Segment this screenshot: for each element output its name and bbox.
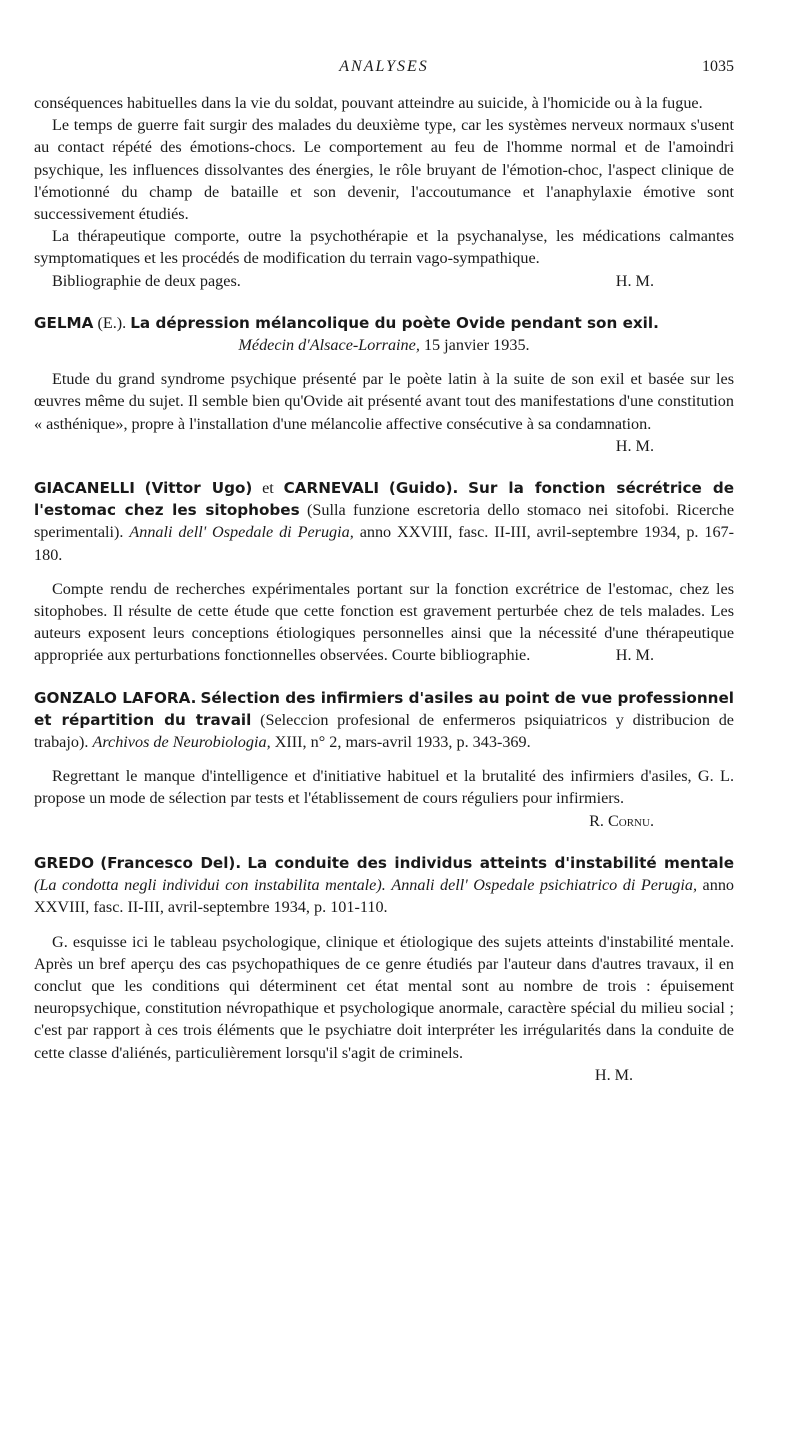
entry-body: G. esquisse ici le tableau psychologique, clinique et étiologique des sujets atteints d'instabilité mentale. Après un bref aperçu des cas psychopathiques de ce genre étudiés par l'auteur dans d'autres travaux, il en conclut que les conditions qui déterminent cet état mental sont au nombre de trois : épuisement neuropsychique, constitution névropathique et psychologique anormale, caractère spécial du milieu social ; c'est par rapport à ces trois éléments que le psychiatre doit interpréter les irrégularités dans la conduite de cette classe d'aliénés, particulièrement lorsqu'il s'agit de criminels. [34, 932, 734, 1062]
intro-continuation [34, 92, 734, 292]
entry-reference: anno XXVIII, fasc. II-III, avril-septembre 1934, p. 101-110. [34, 876, 735, 917]
entry-title: Sélection des infirmiers d'asiles au point de vue professionnel et répartition du travail [34, 688, 734, 729]
entry-reference: XIII, n° 2, mars-avril 1933, p. 343-369. [274, 733, 531, 752]
entry-signature: R. Cornu. [589, 811, 654, 830]
entry-journal: Médecin d'Alsace-Lorraine, [238, 336, 420, 355]
page [0, 58, 800, 1450]
entry-signature: H. M. [615, 646, 654, 665]
entry-journal: Annali dell' Ospedale psichiatrico di Perugia, [391, 876, 698, 895]
intro-paragraph: Le temps de guerre fait surgir des malades du deuxième type, car les systèmes nerveux normaux s'usent au contact répété des émotions-chocs. Le comportement au feu de l'homme normal et de l'amoindri psychique, les influences dissolvantes des énergies, le rôle bruyant de l'émotion-choc, l'aspect clinique de l'émotionné du champ de bataille et son devenir, l'accoutumance et l'anaphylaxie émotive sont successivement étudiés. [34, 116, 734, 224]
entry-author: GREDO [34, 853, 95, 872]
entry-heading [34, 687, 734, 754]
entry-signature-line [34, 1064, 734, 1086]
entry-author-2-detail: (Guido). [388, 479, 459, 498]
entry-heading [34, 852, 734, 919]
entry-reference: 15 janvier 1935. [423, 336, 530, 355]
entry-author: GONZALO LAFORA. [34, 688, 197, 707]
review-entry-giacanelli [34, 477, 734, 667]
intro-paragraph: conséquences habituelles dans la vie du soldat, pouvant atteindre au suicide, à l'homicide ou à la fugue. [34, 94, 703, 112]
entry-journal: Archivos de Neurobiologia, [92, 733, 271, 752]
page-number: 1035 [702, 58, 734, 75]
entry-signature: H. M. [594, 1065, 634, 1084]
intro-paragraph: La thérapeutique comporte, outre la psychothérapie et la psychanalyse, les médications calmantes symptomatiques et les procédés de modification du terrain vago-sympathique. [34, 227, 734, 268]
entry-reference: anno XXVIII, fasc. II-III, avril-septembre 1934, p. 167-180. [34, 523, 735, 564]
intro-biblio: Bibliographie de deux pages. [52, 271, 241, 290]
entry-author-detail: (Vittor Ugo) [144, 479, 253, 498]
entry-original-title: (Seleccion profesional de enfermeros psiquiatricos y distribucion de trabajo). [34, 710, 734, 752]
entry-original-title: (Sulla funzione escretoria dello stomaco nei sitofobi. Ricerche sperimentali). [34, 501, 734, 542]
review-entry-gonzalo-lafora [34, 687, 734, 832]
entry-body: Regrettant le manque d'intelligence et d'initiative habituel et la brutalité des infirmiers d'asiles, G. L. propose un mode de sélection par tests et l'établissement de cours réguliers pour infirmiers. R. Cornu. [34, 765, 734, 832]
entry-title: La conduite des individus atteints d'instabilité mentale [247, 853, 734, 872]
entry-body: Compte rendu de recherches expérimentales portant sur la fonction excrétrice de l'estomac, chez les sitophobes. Il résulte de cette étude que cette fonction est gravement perturbée chez de tels malades. Les auteurs exposent leurs conceptions étiologiques personnelles ainsi que la nécessité d'une thérapeutique appropriée aux perturbations fonctionnelles observées. Courte bibliographie. H. M. [34, 578, 734, 667]
intro-signature: H. M. [615, 271, 654, 290]
intro-biblio-line [34, 270, 734, 292]
running-title: ANALYSES [339, 58, 429, 75]
entry-title: Sur la fonction sécrétrice de l'estomac chez les sitophobes [34, 479, 735, 520]
entry-original-title: (La condotta negli individui con instabilita mentale). [34, 876, 386, 895]
entry-author: GELMA [34, 313, 94, 332]
entry-signature: H. M. [615, 436, 654, 455]
entry-author-2: CARNEVALI [283, 479, 380, 498]
review-entry-gredo [34, 852, 734, 1086]
entry-author-detail: (E.). [97, 313, 127, 332]
entry-title: La dépression mélancolique du poète Ovide pendant son exil. [130, 313, 659, 332]
entry-heading [34, 477, 734, 566]
entry-body: Etude du grand syndrome psychique présenté par le poète latin à la suite de son exil et basée sur les œuvres même du sujet. Il semble bien qu'Ovide ait présenté avant tout des manifestations d'une constitution « asthénique», propre à l'installation d'une mélancolie affective consécutive à sa condamnation. H. M. [34, 368, 734, 457]
entry-author: GIACANELLI [34, 479, 135, 498]
running-header [34, 58, 734, 86]
review-entry-gelma [34, 312, 734, 457]
entry-journal: Annali dell' Ospedale di Perugia, [129, 523, 354, 542]
entry-heading [34, 312, 734, 356]
entry-connector: et [262, 479, 274, 498]
entry-author-detail: (Francesco Del). [100, 853, 242, 872]
